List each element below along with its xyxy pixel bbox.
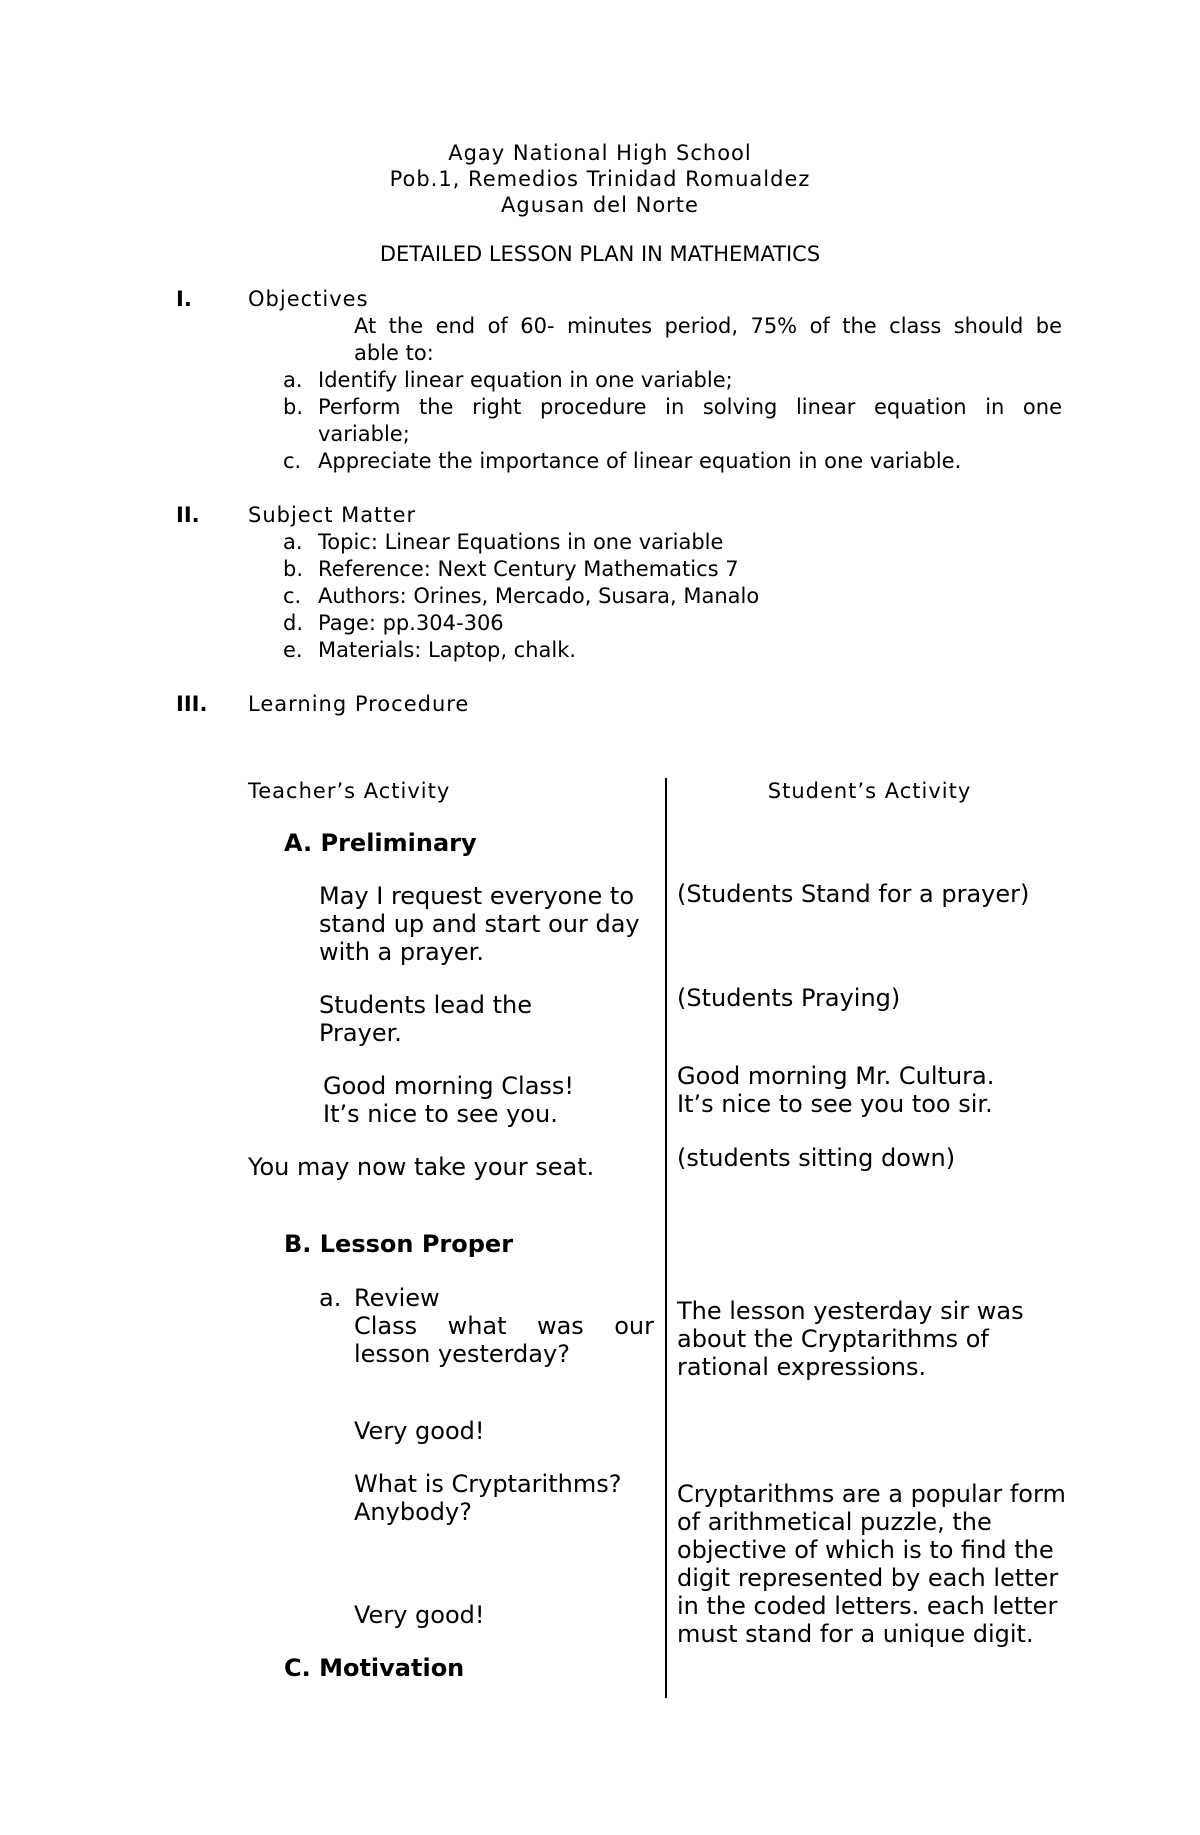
teacher-line: May I request everyone to: [319, 882, 634, 910]
student-line: Good morning Mr. Cultura.: [677, 1062, 995, 1090]
objectives-heading: Objectives: [248, 287, 369, 311]
objective-item: Identify linear equation in one variable;: [318, 368, 733, 392]
student-line: The lesson yesterday sir was: [677, 1297, 1024, 1325]
teacher-line: Very good!: [354, 1601, 485, 1629]
preliminary-heading: A. Preliminary: [284, 829, 477, 857]
objective-marker: b.: [283, 395, 304, 419]
motivation-heading: C. Motivation: [284, 1654, 465, 1682]
student-line: (students sitting down): [677, 1144, 956, 1172]
subject-matter-heading: Subject Matter: [248, 503, 417, 527]
review-title: Review: [354, 1284, 440, 1312]
teacher-line: stand up and start our day: [319, 910, 640, 938]
student-line: must stand for a unique digit.: [677, 1620, 1034, 1648]
objective-item-cont: variable;: [318, 422, 410, 446]
objective-marker: c.: [283, 449, 302, 473]
objective-item: Appreciate the importance of linear equation in one variable.: [318, 449, 962, 473]
school-province: Agusan del Norte: [501, 193, 699, 217]
student-line: in the coded letters. each letter: [677, 1592, 1058, 1620]
subject-item: Authors: Orines, Mercado, Susara, Manalo: [318, 584, 760, 608]
subject-item: Reference: Next Century Mathematics 7: [318, 557, 739, 581]
school-address: Pob.1, Remedios Trinidad Romualdez: [389, 167, 811, 191]
student-line: objective of which is to find the: [677, 1536, 1054, 1564]
objective-marker: a.: [283, 368, 303, 392]
review-question-cont: lesson yesterday?: [354, 1340, 570, 1368]
teacher-activity-header: Teacher’s Activity: [248, 779, 451, 803]
teacher-line: It’s nice to see you.: [323, 1100, 558, 1128]
teacher-line: Prayer.: [319, 1019, 402, 1047]
teacher-line: Students lead the: [319, 991, 532, 1019]
school-name: Agay National High School: [448, 141, 752, 165]
teacher-line: with a prayer.: [319, 938, 484, 966]
student-line: (Students Stand for a prayer): [677, 880, 1030, 908]
teacher-line: Very good!: [354, 1417, 485, 1445]
teacher-line: What is Cryptarithms?: [354, 1470, 622, 1498]
teacher-line: Anybody?: [354, 1498, 472, 1526]
subject-item-marker: d.: [283, 611, 304, 635]
student-line: digit represented by each letter: [677, 1564, 1059, 1592]
subject-item-marker: a.: [283, 530, 303, 554]
student-line: (Students Praying): [677, 984, 901, 1012]
document-title: DETAILED LESSON PLAN IN MATHEMATICS: [379, 242, 821, 266]
subject-item: Materials: Laptop, chalk.: [318, 638, 577, 662]
objectives-intro: At the end of 60- minutes period, 75% of the class should be: [354, 314, 1062, 338]
review-question: Class what was our: [354, 1312, 654, 1340]
subject-item-marker: e.: [283, 638, 303, 662]
lesson-proper-heading: B. Lesson Proper: [284, 1230, 514, 1258]
subject-item-marker: b.: [283, 557, 304, 581]
student-line: Cryptarithms are a popular form: [677, 1480, 1066, 1508]
procedure-heading: Learning Procedure: [248, 692, 470, 716]
subject-matter-numeral: II.: [176, 503, 200, 527]
objectives-intro-cont: able to:: [354, 341, 434, 365]
student-line: of arithmetical puzzle, the: [677, 1508, 992, 1536]
column-divider: [665, 778, 667, 1698]
teacher-line: Good morning Class!: [323, 1072, 575, 1100]
review-marker: a.: [319, 1284, 342, 1312]
student-line: about the Cryptarithms of: [677, 1325, 989, 1353]
subject-item: Page: pp.304-306: [318, 611, 504, 635]
student-line: It’s nice to see you too sir.: [677, 1090, 993, 1118]
subject-item: Topic: Linear Equations in one variable: [318, 530, 724, 554]
student-line: rational expressions.: [677, 1353, 927, 1381]
teacher-line: You may now take your seat.: [248, 1153, 595, 1181]
subject-item-marker: c.: [283, 584, 302, 608]
objective-item: Perform the right procedure in solving linear equation in one: [318, 395, 1062, 419]
procedure-numeral: III.: [176, 692, 208, 716]
student-activity-header: Student’s Activity: [767, 779, 972, 803]
objectives-numeral: I.: [176, 287, 192, 311]
